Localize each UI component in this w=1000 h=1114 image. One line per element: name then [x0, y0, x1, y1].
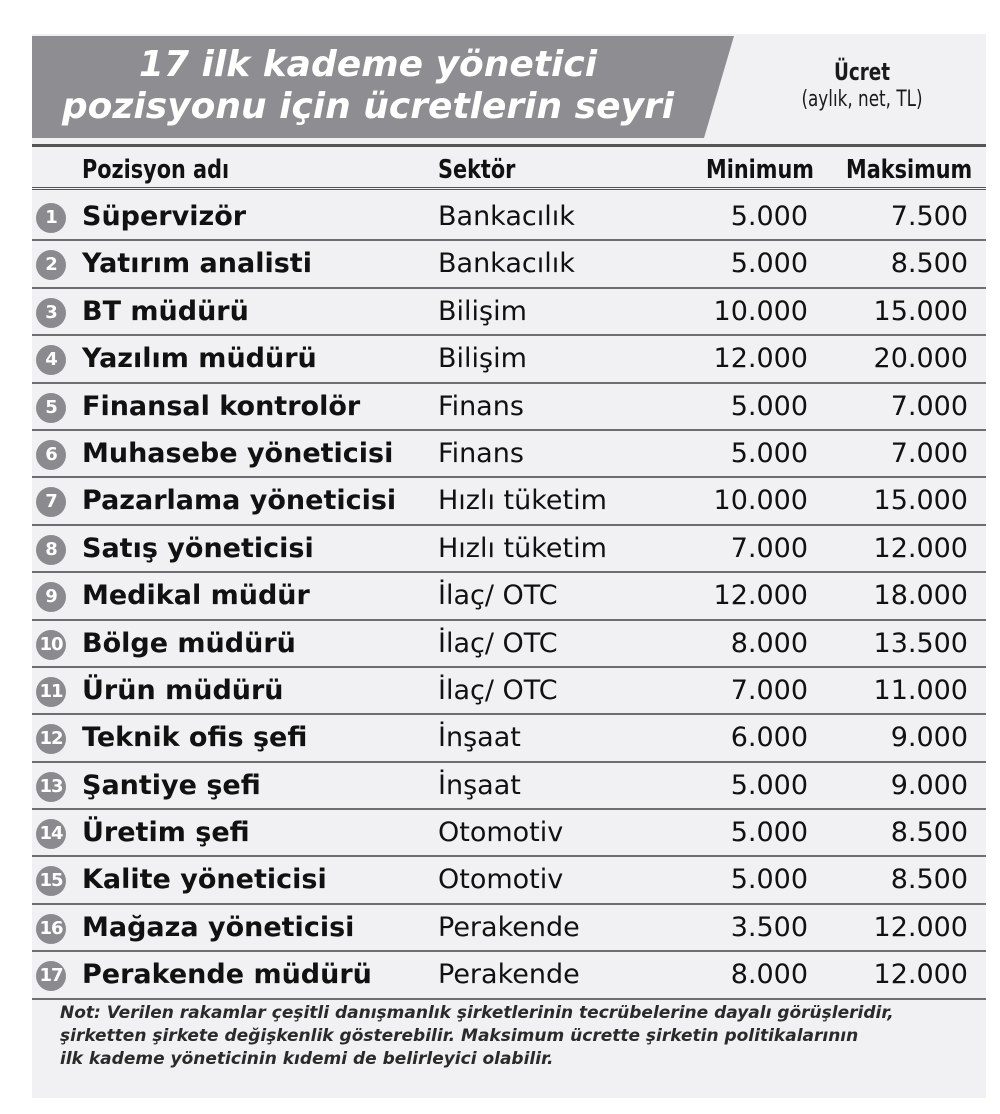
- salary-table-card: [32, 34, 986, 1098]
- minimum-wage: 7.000: [730, 674, 808, 706]
- position-name: Yazılım müdürü: [82, 343, 317, 375]
- table-row: [32, 336, 986, 383]
- minimum-wage: 5.000: [730, 248, 808, 280]
- position-name: Finansal kontrolör: [82, 390, 361, 422]
- maximum-wage: 7.000: [890, 437, 968, 469]
- row-number-badge: 13: [36, 772, 66, 802]
- maximum-wage: 12.000: [873, 532, 968, 564]
- header-sector: Sektör: [438, 155, 516, 185]
- table-row: [32, 905, 986, 952]
- footnote: [60, 1002, 980, 1071]
- minimum-wage: 6.000: [730, 722, 808, 754]
- position-name: Üretim şefi: [82, 817, 250, 849]
- position-name: Şantiye şefi: [82, 769, 261, 801]
- row-number-badge: 17: [36, 961, 66, 991]
- minimum-wage: 7.000: [730, 532, 808, 564]
- position-name: Pazarlama yöneticisi: [82, 485, 397, 517]
- table-row: [32, 478, 986, 525]
- position-name: Muhasebe yöneticisi: [82, 437, 394, 469]
- minimum-wage: 3.500: [730, 911, 808, 943]
- table-row: [32, 763, 986, 810]
- maximum-wage: 9.000: [890, 769, 968, 801]
- minimum-wage: 10.000: [713, 485, 808, 517]
- row-number-badge: 5: [36, 393, 66, 423]
- minimum-wage: 5.000: [730, 437, 808, 469]
- maximum-wage: 7.500: [890, 201, 968, 232]
- maximum-wage: 20.000: [873, 343, 968, 375]
- row-number-badge: 7: [36, 487, 66, 517]
- row-number-badge: 9: [36, 582, 66, 612]
- footnote-line-2: şirketten şirkete değişkenlik gösterebilir. Maksimum ücrette şirketin politikalarının: [60, 1026, 859, 1046]
- sector-name: Perakende: [438, 911, 580, 943]
- row-number-badge: 14: [36, 819, 66, 849]
- table-row: [32, 668, 986, 715]
- sector-name: Finans: [438, 390, 524, 422]
- sector-name: İlaç/ OTC: [438, 580, 558, 612]
- position-name: Ürün müdürü: [82, 674, 284, 706]
- table-row: [32, 857, 986, 904]
- sector-name: Bilişim: [438, 295, 527, 327]
- header-position: Pozisyon adı: [82, 155, 230, 185]
- table-row: [32, 715, 986, 762]
- position-name: Teknik ofis şefi: [82, 722, 308, 754]
- sector-name: Finans: [438, 437, 524, 469]
- table-body: [32, 194, 986, 1000]
- row-number-badge: 12: [36, 724, 66, 754]
- maximum-wage: 15.000: [873, 295, 968, 327]
- sector-name: Otomotiv: [438, 817, 564, 849]
- position-name: Bölge müdürü: [82, 627, 296, 659]
- minimum-wage: 12.000: [713, 343, 808, 375]
- table-row: [32, 431, 986, 478]
- minimum-wage: 8.000: [730, 959, 808, 991]
- minimum-wage: 5.000: [730, 864, 808, 896]
- maximum-wage: 11.000: [873, 674, 968, 706]
- minimum-wage: 5.000: [730, 817, 808, 849]
- row-number-badge: 11: [36, 677, 66, 707]
- footnote-line-1: Not: Verilen rakamlar çeşitli danışmanlık şirketlerinin tecrübelerine dayalı görüşleridir,: [60, 1003, 894, 1023]
- row-number-badge: 8: [36, 535, 66, 565]
- title-line-1: 17 ilk kademe yönetici: [138, 44, 598, 85]
- maximum-wage: 7.000: [890, 390, 968, 422]
- maximum-wage: 12.000: [873, 959, 968, 991]
- sector-name: Perakende: [438, 959, 580, 991]
- sector-name: İlaç/ OTC: [438, 627, 558, 659]
- wage-unit: (aylık, net, TL): [801, 87, 923, 112]
- maximum-wage: 15.000: [873, 485, 968, 517]
- wage-header: [742, 58, 982, 114]
- title-box: [32, 36, 704, 138]
- row-number-badge: 2: [36, 250, 66, 280]
- sector-name: Otomotiv: [438, 864, 564, 896]
- maximum-wage: 12.000: [873, 911, 968, 943]
- table-row: [32, 621, 986, 668]
- minimum-wage: 10.000: [713, 295, 808, 327]
- minimum-wage: 5.000: [730, 390, 808, 422]
- row-number-badge: 15: [36, 866, 66, 896]
- row-number-badge: 4: [36, 345, 66, 375]
- table-row: [32, 384, 986, 431]
- row-number-badge: 1: [36, 203, 66, 233]
- header-minimum: Minimum: [706, 155, 814, 185]
- table-row: [32, 241, 986, 288]
- minimum-wage: 5.000: [730, 201, 808, 232]
- position-name: Perakende müdürü: [82, 959, 372, 991]
- position-name: Medikal müdür: [82, 580, 310, 612]
- table-row: [32, 526, 986, 573]
- row-number-badge: 3: [36, 298, 66, 328]
- maximum-wage: 8.500: [890, 864, 968, 896]
- position-name: BT müdürü: [82, 295, 249, 327]
- table-row: [32, 952, 986, 999]
- minimum-wage: 12.000: [713, 580, 808, 612]
- sector-name: Bilişim: [438, 343, 527, 375]
- title-line-2: pozisyonu için ücretlerin seyri: [61, 86, 675, 127]
- row-number-badge: 6: [36, 440, 66, 470]
- row-number-badge: 10: [36, 630, 66, 660]
- position-name: Satış yöneticisi: [82, 532, 314, 564]
- position-name: Kalite yöneticisi: [82, 864, 327, 896]
- minimum-wage: 5.000: [730, 769, 808, 801]
- position-name: Yatırım analisti: [82, 248, 312, 280]
- maximum-wage: 8.500: [890, 817, 968, 849]
- sector-name: Hızlı tüketim: [438, 532, 607, 564]
- sector-name: İnşaat: [438, 769, 521, 801]
- position-name: Süpervizör: [82, 201, 247, 232]
- sector-name: Bankacılık: [438, 201, 575, 232]
- maximum-wage: 9.000: [890, 722, 968, 754]
- maximum-wage: 13.500: [873, 627, 968, 659]
- maximum-wage: 18.000: [873, 580, 968, 612]
- row-number-badge: 16: [36, 914, 66, 944]
- table-row: [32, 810, 986, 857]
- sector-name: İnşaat: [438, 722, 521, 754]
- header-maximum: Maksimum: [846, 155, 973, 185]
- sector-name: Hızlı tüketim: [438, 485, 607, 517]
- sector-name: Bankacılık: [438, 248, 575, 280]
- position-name: Mağaza yöneticisi: [82, 911, 355, 943]
- table-row: [32, 573, 986, 620]
- wage-label: Ücret: [833, 58, 891, 86]
- footnote-line-3: ilk kademe yöneticinin kıdemi de belirleyici olabilir.: [60, 1049, 554, 1069]
- table-row: [32, 194, 986, 241]
- sector-name: İlaç/ OTC: [438, 674, 558, 706]
- maximum-wage: 8.500: [890, 248, 968, 280]
- table-row: [32, 289, 986, 336]
- table-header: [32, 144, 986, 190]
- minimum-wage: 8.000: [730, 627, 808, 659]
